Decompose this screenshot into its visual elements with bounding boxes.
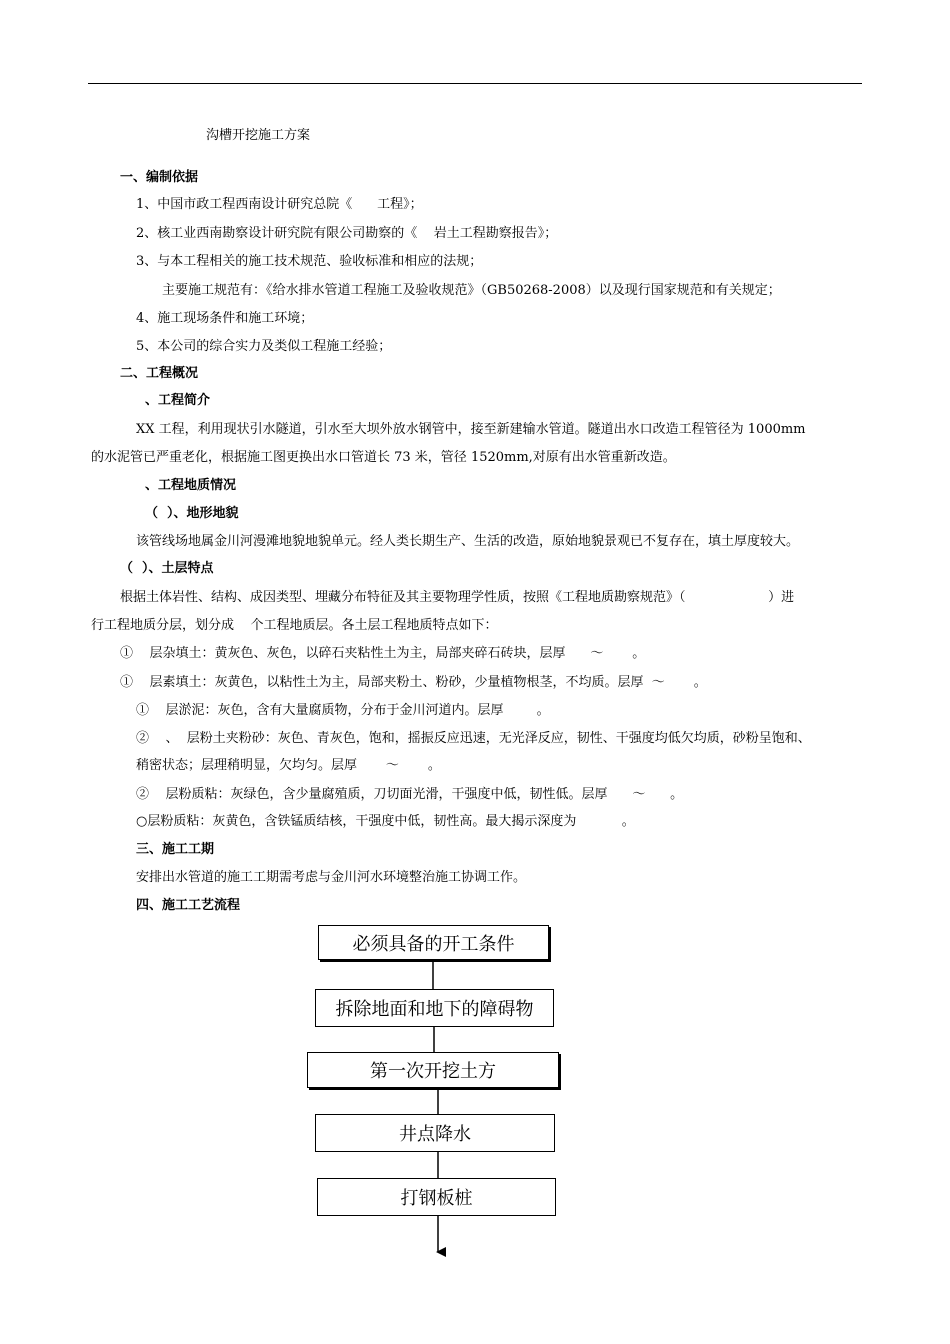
schedule-text: 安排出水管道的施工工期需考虑与金川河水环境整治施工协调工作。 (136, 870, 527, 885)
intro-text-line-1: XX 工程，利用现状引水隧道，引水至大坝外放水钢管中，接至新建输水管道。隧道出水口改造工程管径为 1000mm (136, 422, 806, 437)
basis-item-4: 4、施工现场条件和施工环境； (136, 311, 314, 326)
basis-item-1: 1、中国市政工程西南设计研究总院《 工程》； (136, 197, 423, 212)
subheading-terrain: （ ）、地形地貌 (145, 506, 239, 521)
subheading-geology: 、工程地质情况 (145, 478, 237, 493)
subheading-intro: 、工程简介 (145, 393, 211, 408)
subheading-soil: （ ）、土层特点 (120, 561, 214, 576)
flow-step-start-conditions: 必须具备的开工条件 (318, 925, 549, 960)
flow-step-first-excavation: 第一次开挖土方 (307, 1052, 559, 1088)
section-heading-process-flow: 四、施工工艺流程 (136, 898, 241, 913)
soil-layer-item: ② 、 层粉土夹粉砂：灰色、青灰色，饱和，摇振反应迅速，无光泽反应，韧性、干强度均低欠均质，砂粉呈饱和、 (136, 731, 811, 746)
flow-step-remove-obstacles: 拆除地面和地下的障碍物 (315, 989, 554, 1027)
soil-layer-item: ○层粉质粘：灰黄色，含铁锰质结核，干强度中低，韧性高。最大揭示深度为 。 (136, 814, 635, 829)
flow-step-well-point-dewatering: 井点降水 (315, 1114, 555, 1152)
section-heading-schedule: 三、施工工期 (136, 842, 215, 857)
soil-text-line-2: 行工程地质分层，划分成 个工程地质层。各土层工程地质特点如下： (91, 618, 498, 633)
section-heading-overview: 二、工程概况 (120, 366, 199, 381)
document-title: 沟槽开挖施工方案 (206, 128, 311, 143)
basis-item-3: 3、与本工程相关的施工技术规范、验收标准和相应的法规； (136, 254, 483, 269)
section-heading-basis: 一、编制依据 (120, 170, 199, 185)
flow-step-sheet-piling: 打钢板桩 (317, 1178, 556, 1216)
basis-item-2: 2、核工业西南勘察设计研究院有限公司勘察的《 岩土工程勘察报告》； (136, 226, 558, 241)
soil-text-line-1: 根据土体岩性、结构、成因类型、埋藏分布特征及其主要物理学性质，按照《工程地质勘察规范》（ ）进 (120, 590, 795, 605)
soil-layer-item-continued: 稍密状态；层理稍明显，欠均匀。层厚 ～ 。 (136, 758, 441, 773)
soil-layer-item: ① 层素填土：灰黄色，以粘性土为主，局部夹粉土、粉砂，少量植物根茎，不均质。层厚 ～ 。 (120, 675, 707, 690)
basis-item-5: 5、本公司的综合实力及类似工程施工经验； (136, 339, 392, 354)
soil-layer-item: ② 层粉质粘：灰绿色，含少量腐殖质，刀切面光滑，干强度中低，韧性低。层厚 ～ 。 (136, 787, 684, 802)
basis-standards: 主要施工规范有：《给水排水管道工程施工及验收规范》（GB50268-2008）以及现行国家规范和有关规定； (162, 283, 781, 298)
intro-text-line-2: 的水泥管已严重老化，根据施工图更换出水口管道长 73 米，管径 1520mm,对原有出水管重新改造。 (91, 450, 676, 465)
soil-layer-item: ① 层淤泥：灰色，含有大量腐质物，分布于金川河道内。层厚 。 (136, 703, 550, 718)
terrain-text: 该管线场地属金川河漫滩地貌地貌单元。经人类长期生产、生活的改造，原始地貌景观已不复存在，填土厚度较大。 (136, 534, 800, 549)
soil-layer-item: ① 层杂填土：黄灰色、灰色，以碎石夹粘性土为主，局部夹碎石砖块，层厚 ～ 。 (120, 646, 646, 661)
